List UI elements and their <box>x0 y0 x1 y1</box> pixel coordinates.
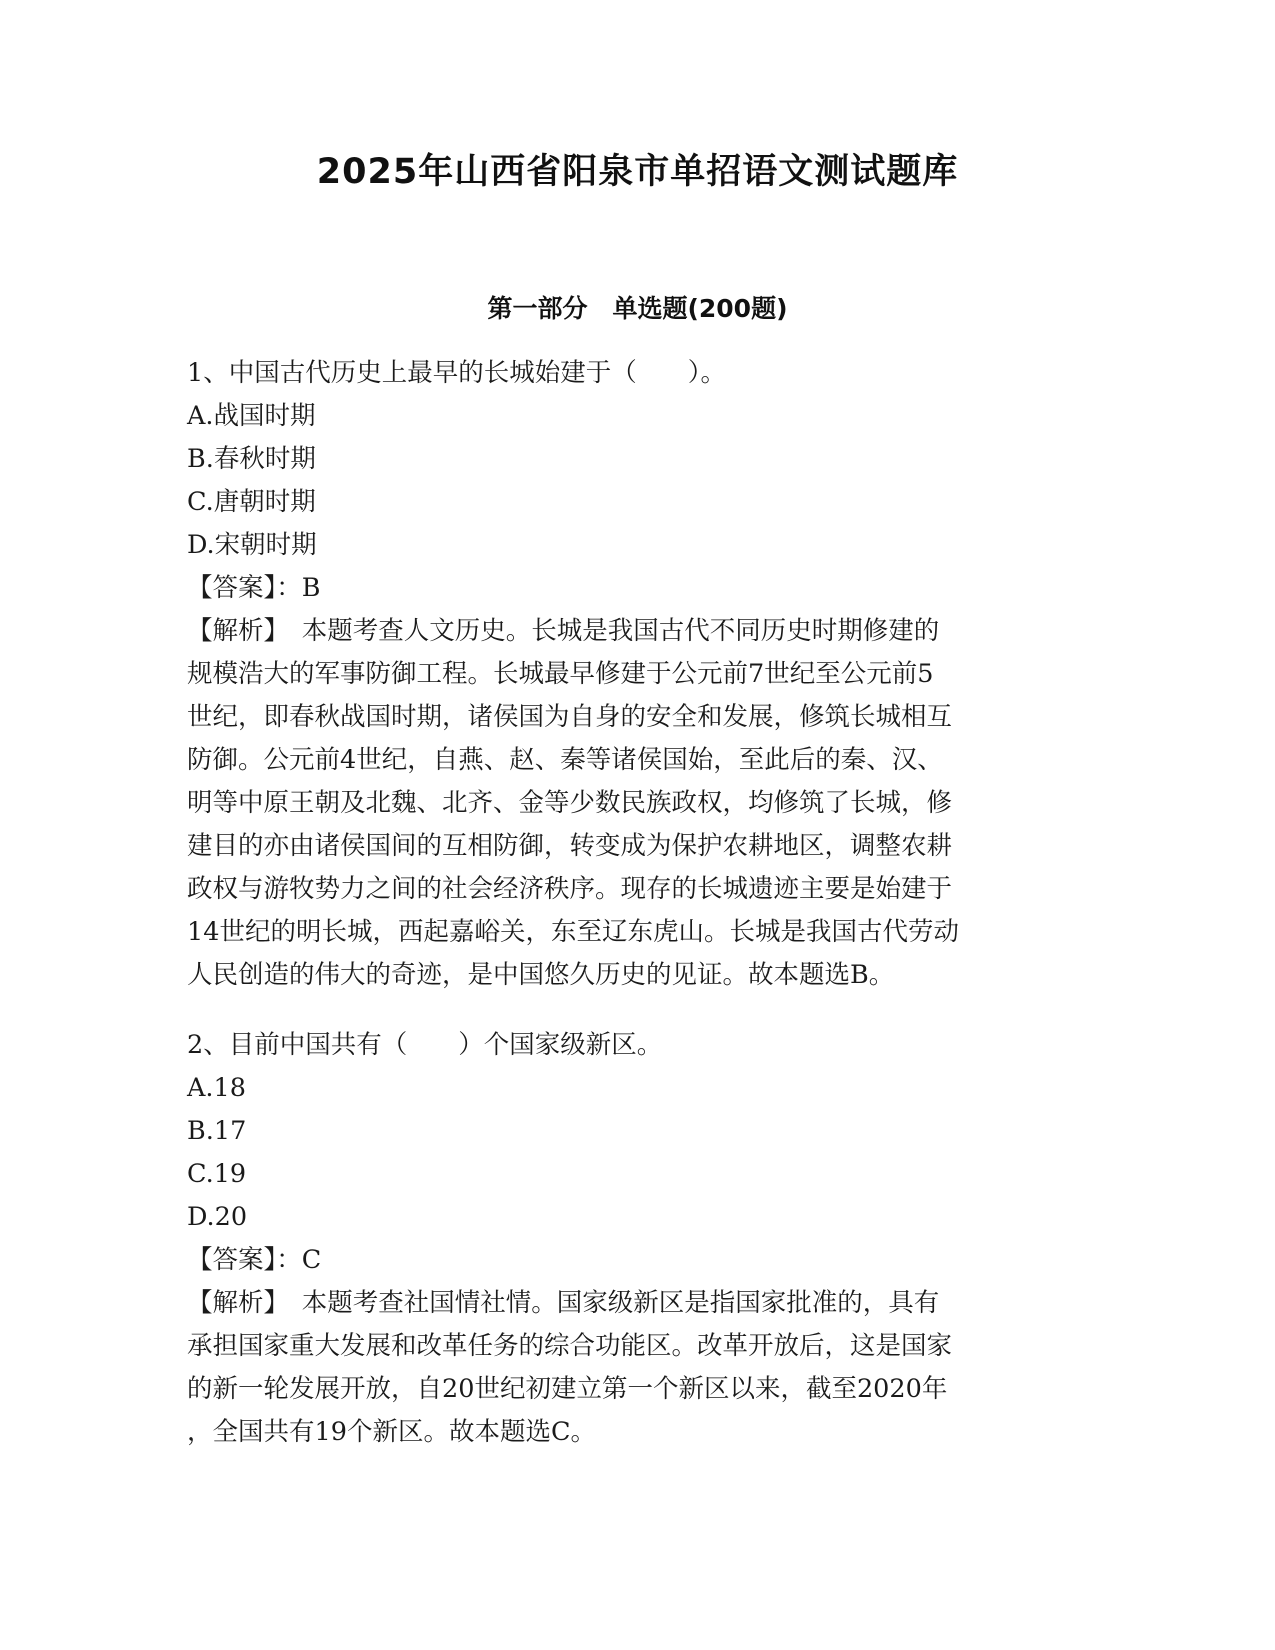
answer-line: 【答案】：B <box>187 573 321 603</box>
analysis-line: 的新一轮发展开放，自20世纪初建立第一个新区以来，截至2020年 <box>187 1374 948 1404</box>
analysis-line: 建目的亦由诸侯国间的互相防御，转变成为保护农耕地区，调整农耕 <box>187 831 953 861</box>
analysis-line: 规模浩大的军事防御工程。长城最早修建于公元前7世纪至公元前5 <box>187 659 934 689</box>
option-a: A.战国时期 <box>187 401 316 431</box>
question-stem: 1、中国古代历史上最早的长城始建于（ ）。 <box>187 358 726 388</box>
question-1 <box>187 352 1067 997</box>
analysis-line: 承担国家重大发展和改革任务的综合功能区。改革开放后，这是国家 <box>187 1331 953 1361</box>
option-b: B.春秋时期 <box>187 444 316 474</box>
analysis-line: 14世纪的明长城，西起嘉峪关，东至辽东虎山。长城是我国古代劳动 <box>187 917 959 947</box>
analysis-line: 人民创造的伟大的奇迹，是中国悠久历史的见证。故本题选B。 <box>187 960 895 990</box>
option-c: C.唐朝时期 <box>187 487 316 517</box>
option-a: A.18 <box>187 1073 246 1103</box>
analysis-line: 防御。公元前4世纪，自燕、赵、秦等诸侯国始，至此后的秦、汉、 <box>187 745 943 775</box>
question-2 <box>187 1024 1067 1454</box>
analysis-line: 明等中原王朝及北魏、北齐、金等少数民族政权，均修筑了长城，修 <box>187 788 953 818</box>
analysis-line: 世纪，即春秋战国时期，诸侯国为自身的安全和发展，修筑长城相互 <box>187 702 953 732</box>
document-title: 2025年山西省阳泉市单招语文测试题库 <box>316 152 959 192</box>
option-d: D.20 <box>187 1202 248 1232</box>
answer-line: 【答案】：C <box>187 1245 322 1275</box>
option-d: D.宋朝时期 <box>187 530 317 560</box>
analysis-line: ，全国共有19个新区。故本题选C。 <box>187 1417 596 1447</box>
option-b: B.17 <box>187 1116 247 1146</box>
question-stem: 2、目前中国共有（ ）个国家级新区。 <box>187 1030 663 1060</box>
analysis-line: 【解析】 本题考查社国情社情。国家级新区是指国家批准的，具有 <box>187 1288 940 1318</box>
section-heading: 第一部分 单选题(200题) <box>487 294 788 323</box>
analysis-line: 政权与游牧势力之间的社会经济秩序。现存的长城遗迹主要是始建于 <box>187 874 953 904</box>
analysis-line: 【解析】 本题考查人文历史。长城是我国古代不同历史时期修建的 <box>187 616 940 646</box>
option-c: C.19 <box>187 1159 247 1189</box>
